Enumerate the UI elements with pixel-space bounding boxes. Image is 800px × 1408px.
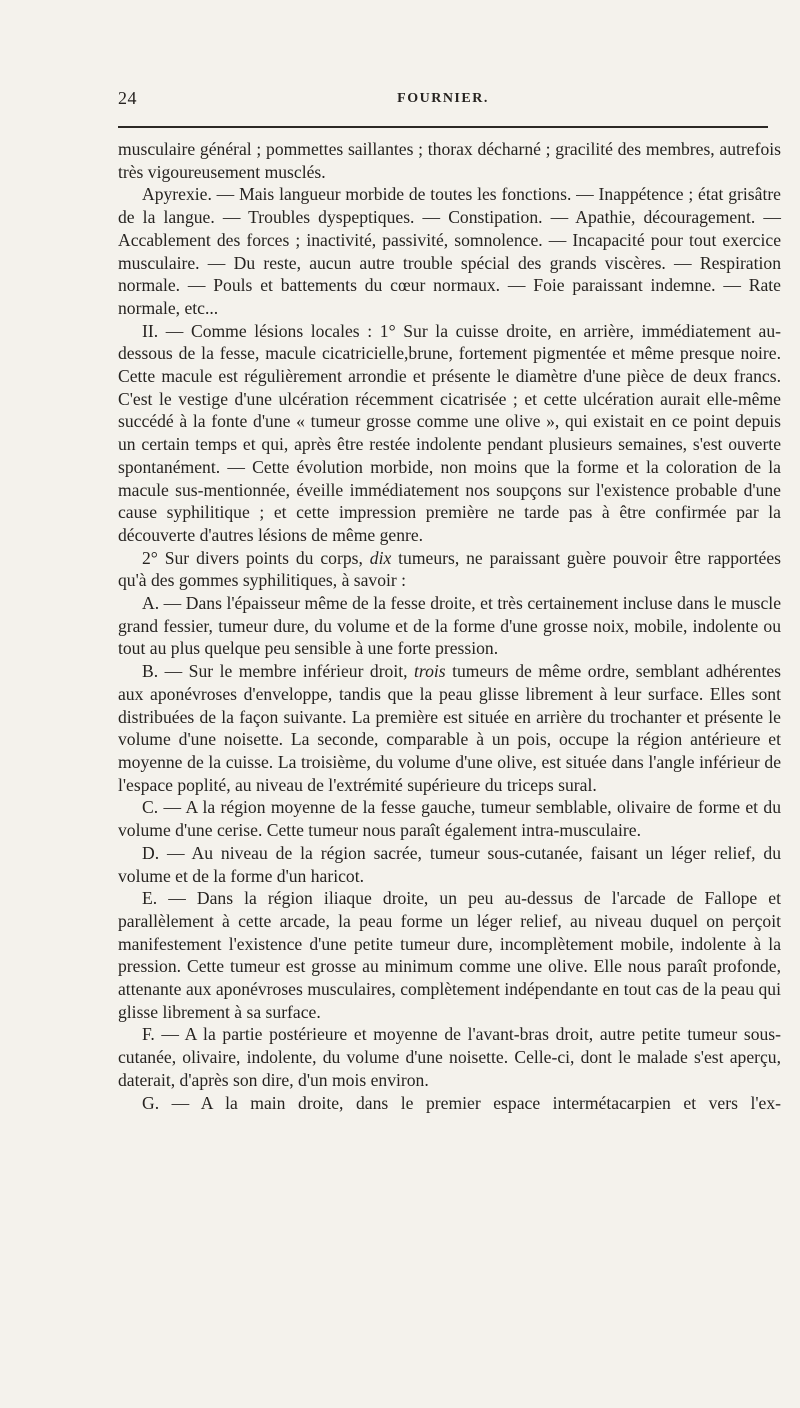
body-text (118, 138, 781, 1114)
paragraph-apyrexie: Apyrexie. — Mais langueur morbide de toutes les fonctions. — Inappétence ; état grisâtre de la langue. — Troubles dyspeptiques. — Constipation. — Apathie, découragement. — Accablement des forces ; inactivité, passivité, somnolence. — Incapacité pour tout exercice musculaire. — Du reste, aucun autre trouble spécial des grands viscères. — Respiration normale. — Pouls et battements du cœur normaux. — Foie paraissant indemne. — Rate normale, etc... (118, 184, 781, 318)
paragraph-continuation: musculaire général ; pommettes saillantes ; thorax décharné ; gracilité des membres, autrefois très vigoureusement musclés. (118, 139, 781, 182)
page-header (118, 88, 768, 116)
paragraph-tumeur-d: D. — Au niveau de la région sacrée, tumeur sous-cutanée, faisant un léger relief, du volume et de la forme d'un haricot. (118, 842, 781, 886)
paragraph-tumeur-f: F. — A la partie postérieure et moyenne de l'avant-bras droit, autre petite tumeur sous-cutanée, olivaire, indolente, du volume d'une noisette. Celle-ci, dont le malade s'est aperçu, daterait, d'après son dire, d'un mois environ. (118, 1024, 781, 1090)
paragraph-tumeur-e: E. — Dans la région iliaque droite, un peu au-dessus de l'arcade de Fallope et parallèlement à cette arcade, la peau forme un léger relief, au niveau duquel on perçoit manifestement l'existence d'une petite tumeur dure, incomplètement mobile, indolente à la pression. Cette tumeur est grosse au minimum comme une olive. Elle nous paraît profonde, attenante aux aponévroses musculaires, complètement indépendante en tout cas de la peau qui glisse librement à sa surface. (118, 888, 781, 1022)
page-number: 24 (118, 88, 137, 108)
paragraph-tumeur-a: A. — Dans l'épaisseur même de la fesse droite, et très certainement incluse dans le muscle grand fessier, tumeur dure, du volume et de la forme d'une grosse noix, mobile, indolente ou tout au plus quelque peu sensible à une forte pression. (118, 593, 781, 659)
paragraph-tumeur-b: B. — Sur le membre inférieur droit, trois tumeurs de même ordre, semblant adhérentes aux aponévroses d'enveloppe, tandis que la peau glisse librement à leur surface. Elles sont distribuées de la façon suivante. La première est située en arrière du trochanter et présente le volume d'une noisette. La seconde, comparable à un pois, occupe la région antérieure et moyenne de la cuisse. La troisième, du volume d'une olive, est située dans l'angle inférieur de l'espace poplité, au niveau de l'extrémité supérieure du triceps sural. (118, 661, 781, 795)
paragraph-lesions-locales: II. — Comme lésions locales : 1° Sur la cuisse droite, en arrière, immédiatement au-dessous de la fesse, macule cicatricielle,brune, fortement pigmentée et même presque noire. Cette macule est régulièrement arrondie et présente le diamètre d'une pièce de deux francs. C'est le vestige d'une ulcération récemment cicatrisée ; et cette ulcération aurait elle-même succédé à la fonte d'une « tumeur grosse comme une olive », qui existait en ce point depuis un certain temps et qui, après être restée indolente pendant plusieurs semaines, s'est ouverte spontanément. — Cette évolution morbide, non moins que la forme et la coloration de la macule sus-mentionnée, éveille immédiatement nos soupçons sur l'existence probable d'une cause syphilitique ; et cette impression première ne tarde pas à être confirmée par la découverte d'autres lésions de même genre. (118, 320, 781, 545)
paragraph-dix-tumeurs: 2° Sur divers points du corps, dix tumeurs, ne paraissant guère pouvoir être rapportées qu'à des gommes syphilitiques, à savoir : (118, 547, 782, 591)
running-title: FOURNIER. (397, 91, 489, 106)
header-rule (118, 126, 768, 128)
paragraph-tumeur-c: C. — A la région moyenne de la fesse gauche, tumeur semblable, olivaire de forme et du volume d'une cerise. Cette tumeur nous paraît également intra-musculaire. (118, 797, 781, 841)
paragraph-tumeur-g: G. — A la main droite, dans le premier espace intermétacarpien et vers l'ex- (142, 1092, 781, 1113)
